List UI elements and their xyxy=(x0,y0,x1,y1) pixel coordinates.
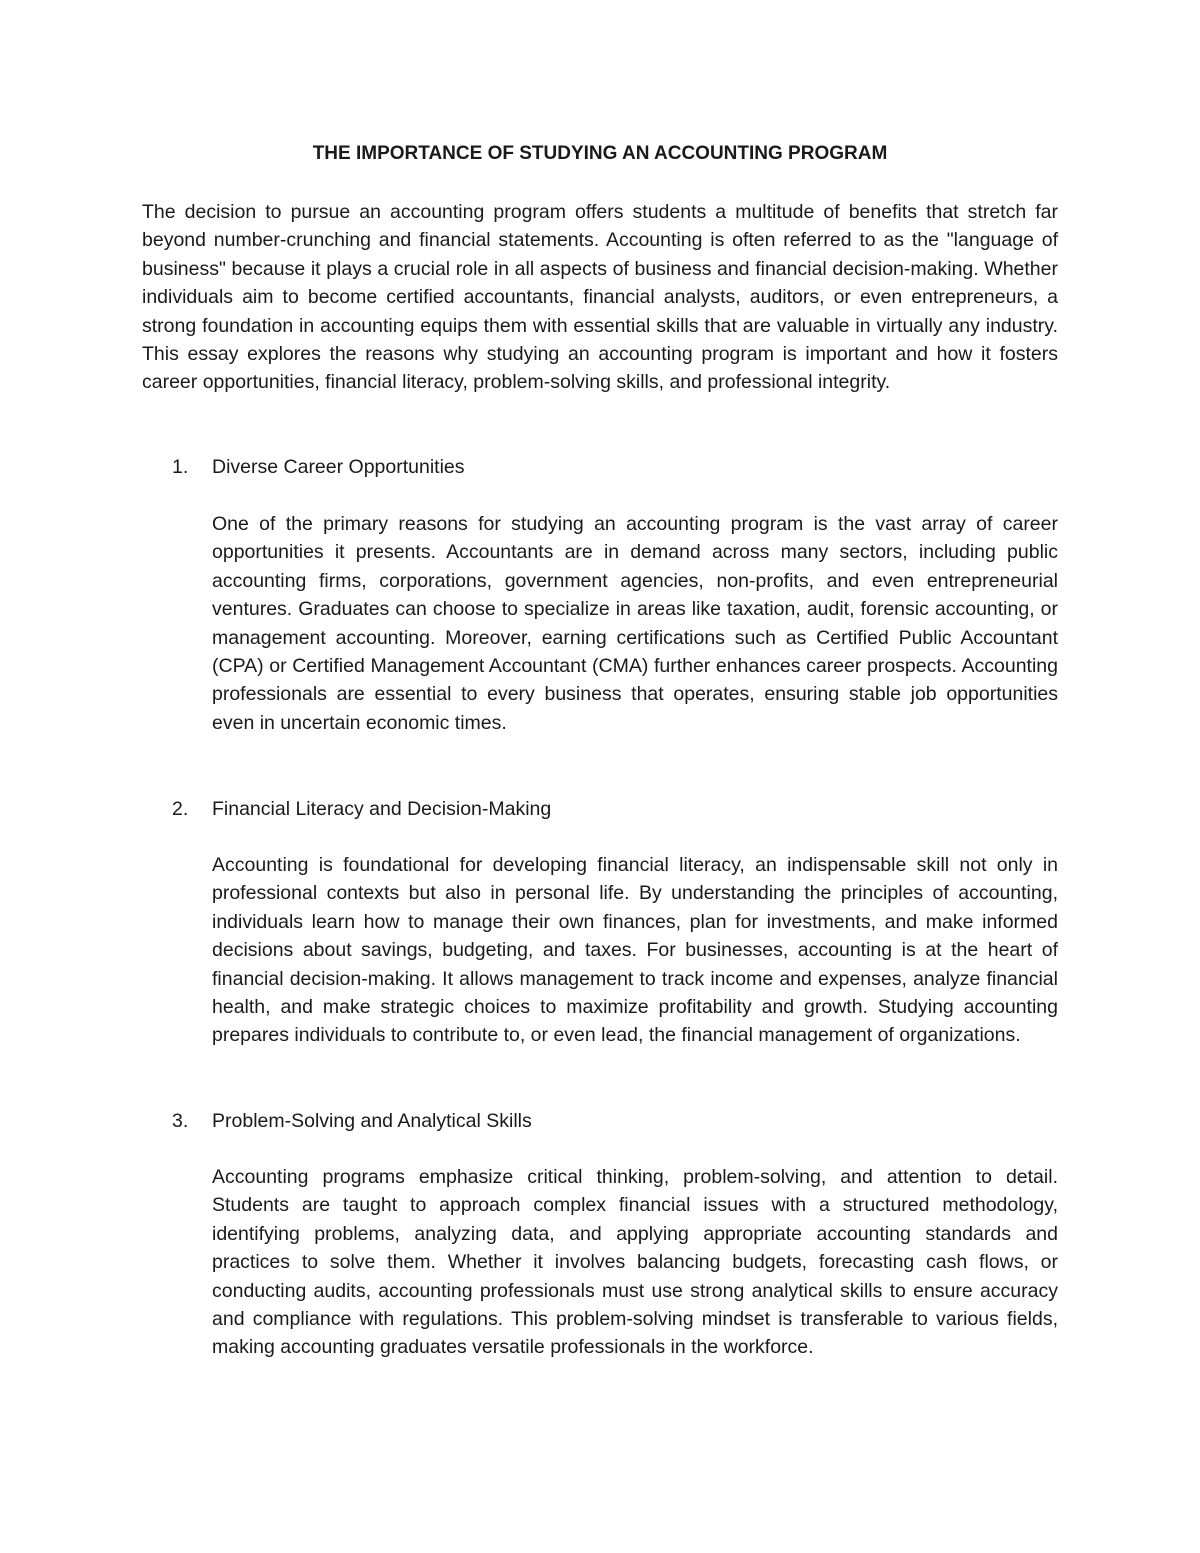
section-number: 2. xyxy=(172,798,189,820)
section-body: Accounting programs emphasize critical thinking, problem-solving, and attention to detail. Students are taught to approach complex financial issues with a structured methodology, identifying problems, analyzing data, and applying appropriate accounting standards and practices to solve them. Whether it involves balancing budgets, forecasting cash flows, or conducting audits, accounting professionals must use strong analytical skills to ensure accuracy and compliance with regulations. This problem-solving mindset is transferable to various fields, making accounting graduates versatile professionals in the workforce. xyxy=(212,1166,1058,1359)
section-body: One of the primary reasons for studying an accounting program is the vast array of career opportunities it presents. Accountants are in demand across many sectors, including public accounting firms, corporations, government agencies, non-profits, and even entrepreneurial ventures. Graduates can choose to specialize in areas like taxation, audit, forensic accounting, or management accounting. Moreover, earning certifications such as Certified Public Accountant (CPA) or Certified Management Accountant (CMA) further enhances career prospects. Accounting professionals are essential to every business that operates, ensuring stable job opportunities even in uncertain economic times. xyxy=(212,513,1058,734)
section-heading: Diverse Career Opportunities xyxy=(212,456,465,478)
section-number: 1. xyxy=(172,456,189,478)
document-title: THE IMPORTANCE OF STUDYING AN ACCOUNTING PROGRAM xyxy=(312,143,888,164)
section-number: 3. xyxy=(172,1110,189,1132)
intro-paragraph: The decision to pursue an accounting program offers students a multitude of benefits that stretch far beyond number-crunching and financial statements. Accounting is often referred to as the "language of business" because it plays a crucial role in all aspects of business and financial decision-making. Whether individuals aim to become certified accountants, financial analysts, auditors, or even entrepreneurs, a strong foundation in accounting equips them with essential skills that are valuable in virtually any industry. This essay explores the reasons why studying an accounting program is important and how it fosters career opportunities, financial literacy, problem-solving skills, and professional integrity. xyxy=(142,201,1058,394)
section-heading: Problem-Solving and Analytical Skills xyxy=(212,1110,532,1132)
section-body: Accounting is foundational for developing financial literacy, an indispensable skill not only in professional contexts but also in personal life. By understanding the principles of accounting, individuals learn how to manage their own finances, plan for investments, and make informed decisions about savings, budgeting, and taxes. For businesses, accounting is at the heart of financial decision-making. It allows management to track income and expenses, analyze financial health, and make strategic choices to maximize profitability and growth. Studying accounting prepares individuals to contribute to, or even lead, the financial management of organizations. xyxy=(212,854,1058,1047)
section-heading: Financial Literacy and Decision-Making xyxy=(212,798,552,820)
